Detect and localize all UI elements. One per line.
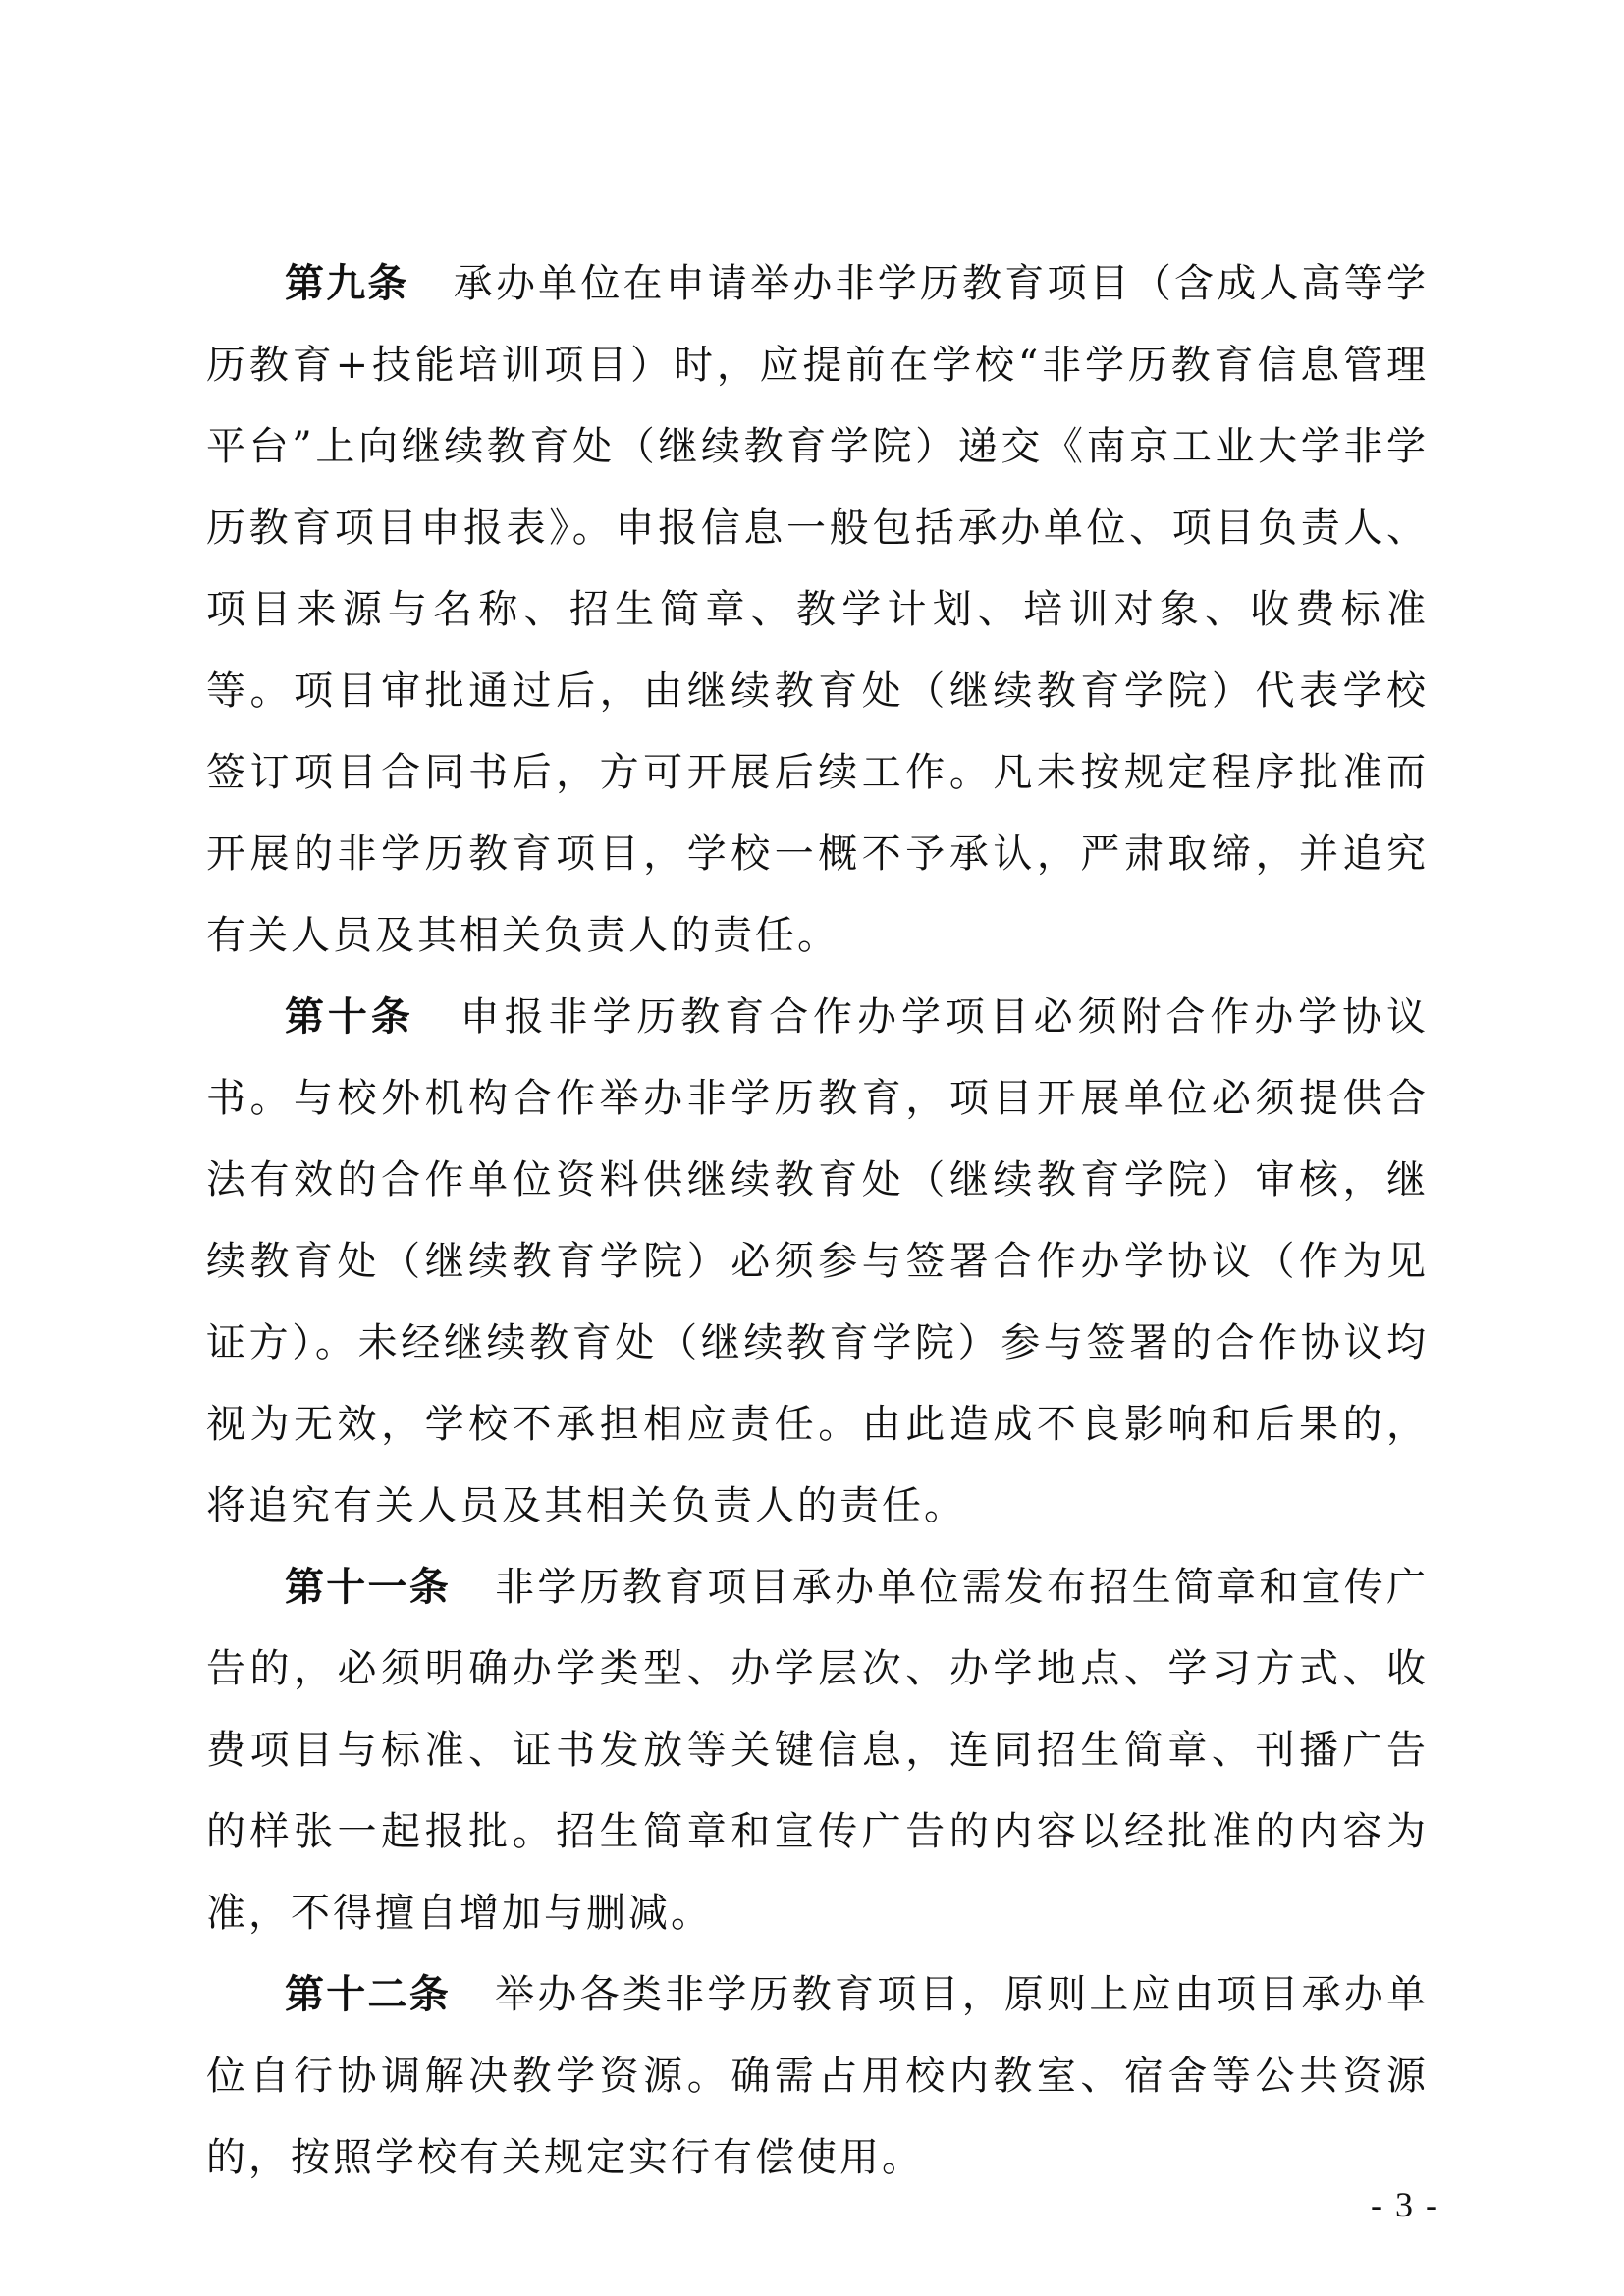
article-text: 非学历教育项目承办单位需发布招生简章和宣传广告的，必须明确办学类型、办学层次、办学地点、学习方式、收费项目与标准、证书发放等关键信息，连同招生简章、刊播广告的样张一起报批。招生简章和宣传广告的内容以经批准的内容为准，不得擅自增加与删减。 [206, 1565, 1430, 1936]
article-number: 第九条 [285, 261, 409, 306]
article-10 [206, 977, 1429, 1547]
article-11 [206, 1547, 1429, 1954]
page-number: - 3 - [1371, 2185, 1439, 2224]
document-body [206, 243, 1429, 2199]
article-text: 申报非学历教育合作办学项目必须附合作办学协议书。与校外机构合作举办非学历教育，项目开展单位必须提供合法有效的合作单位资料供继续教育处（继续教育学院）审核，继续教育处（继续教育学院）必须参与签署合作办学协议（作为见证方）。未经继续教育处（继续教育学院）参与签署的合作协议均视为无效，学校不承担相应责任。由此造成不良影响和后果的，将追究有关人员及其相关负责人的责任。 [206, 994, 1430, 1528]
article-number: 第十条 [285, 994, 414, 1040]
article-text: 承办单位在申请举办非学历教育项目（含成人高等学历教育+技能培训项目）时，应提前在学校“非学历教育信息管理平台”上向继续教育处（继续教育学院）递交《南京工业大学非学历教育项目申报表》。申报信息一般包括承办单位、项目负责人、项目来源与名称、招生简章、教学计划、培训对象、收费标准等。项目审批通过后，由继续教育处（继续教育学院）代表学校签订项目合同书后，方可开展后续工作。凡未按规定程序批准而开展的非学历教育项目，学校一概不予承认，严肃取缔，并追究有关人员及其相关负责人的责任。 [206, 261, 1430, 958]
article-12 [206, 1954, 1429, 2199]
article-number: 第十一条 [285, 1565, 451, 1610]
article-9 [206, 243, 1429, 977]
article-number: 第十二条 [285, 1972, 451, 2017]
article-text: 举办各类非学历教育项目，原则上应由项目承办单位自行协调解决教学资源。确需占用校内教室、宿舍等公共资源的，按照学校有关规定实行有偿使用。 [206, 1972, 1430, 2180]
